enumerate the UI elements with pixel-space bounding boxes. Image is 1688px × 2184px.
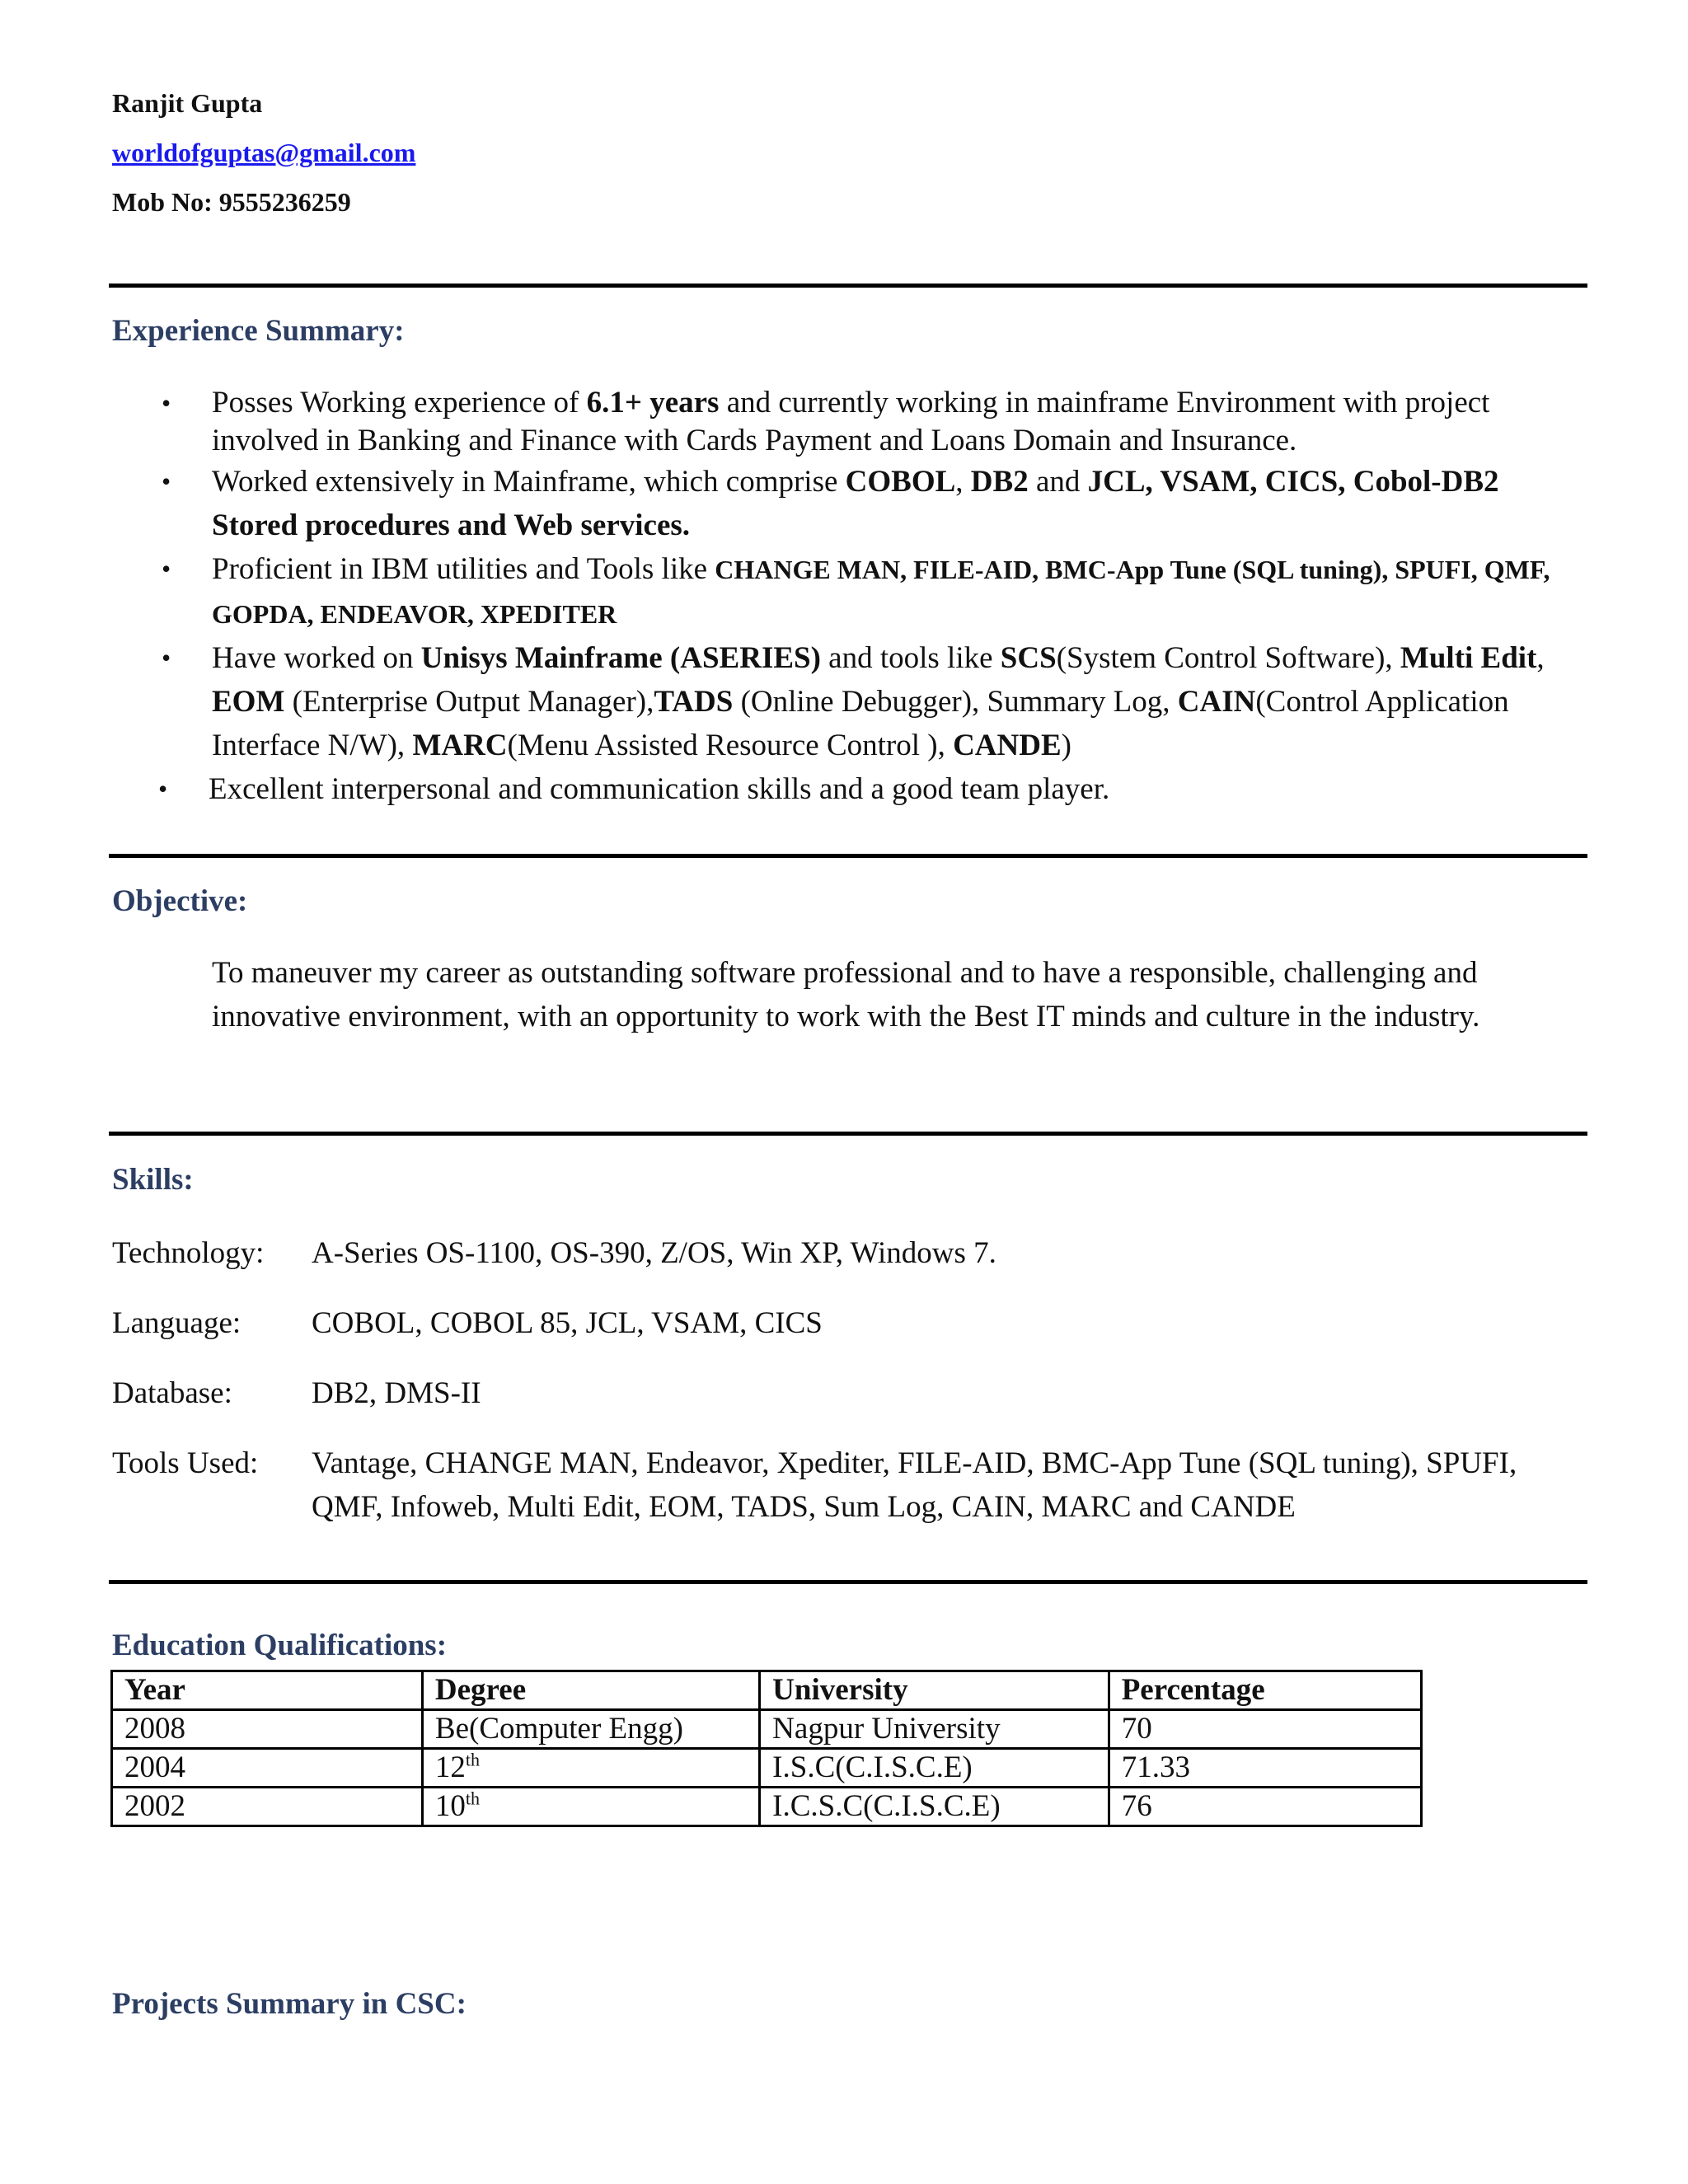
bullet-icon: • — [162, 388, 171, 418]
cell-year: 2002 — [112, 1788, 423, 1826]
cell-university: I.S.C(C.I.S.C.E) — [760, 1749, 1109, 1788]
bullet-icon: • — [162, 466, 171, 496]
skill-label: Database: — [112, 1376, 232, 1410]
cell-year: 2004 — [112, 1749, 423, 1788]
candidate-name: Ranjit Gupta — [112, 88, 263, 118]
column-header-university: University — [760, 1671, 1109, 1710]
skill-row-technology — [112, 1231, 1587, 1275]
table-header-row — [112, 1671, 1422, 1710]
section-divider — [109, 284, 1587, 288]
list-item: • Have worked on Unisys Mainframe (ASERIES) and tools like SCS(System Control Software), Multi Edit, EOM (Enterprise Output Manager),TADS (Online Debugger), Summary Log, CAIN(Control Application Interface N/W), MARC(Menu Assisted Resource Control ), CANDE) — [112, 636, 1587, 767]
bullet-icon: • — [162, 643, 171, 673]
projects-summary-heading: Projects Summary in CSC: — [112, 1987, 467, 2021]
cell-university: I.C.S.C(C.I.S.C.E) — [760, 1788, 1109, 1826]
list-item: • Excellent interpersonal and communication skills and a good team player. — [112, 767, 1587, 811]
skill-row-database — [112, 1371, 1587, 1415]
column-header-percentage: Percentage — [1109, 1671, 1421, 1710]
bullet-icon: • — [158, 774, 168, 804]
cell-university: Nagpur University — [760, 1710, 1109, 1749]
skill-label: Language: — [112, 1306, 241, 1340]
cell-degree: 12th — [422, 1749, 759, 1788]
section-divider — [109, 1132, 1587, 1136]
section-divider — [109, 854, 1587, 858]
skill-label: Technology: — [112, 1236, 265, 1270]
table-row — [112, 1749, 1422, 1788]
education-table — [110, 1670, 1423, 1827]
education-heading: Education Qualifications: — [112, 1629, 448, 1662]
phone-number: Mob No: 9555236259 — [112, 187, 351, 217]
skill-value: DB2, DMS-II — [312, 1376, 481, 1410]
column-header-degree: Degree — [422, 1671, 759, 1710]
skills-list — [112, 1231, 1587, 1555]
skill-value: Vantage, CHANGE MAN, Endeavor, Xpediter, FILE-AID, BMC-App Tune (SQL tuning), SPUFI, QMF, Infoweb, Multi Edit, EOM, TADS, Sum Log, CAIN, MARC and CANDE — [312, 1446, 1517, 1524]
column-header-year: Year — [112, 1671, 423, 1710]
experience-bullet-list — [112, 384, 1587, 811]
list-item: • Worked extensively in Mainframe, which comprise COBOL, DB2 and JCL, VSAM, CICS, Cobol-DB2 Stored procedures and Web services. — [112, 460, 1587, 547]
contact-block — [112, 82, 415, 231]
skills-heading: Skills: — [112, 1163, 194, 1197]
section-divider — [109, 1580, 1587, 1584]
table-row — [112, 1710, 1422, 1749]
email-link[interactable]: worldofguptas@gmail.com — [112, 138, 416, 167]
skill-label: Tools Used: — [112, 1446, 259, 1480]
cell-percentage: 70 — [1109, 1710, 1421, 1749]
skill-row-tools — [112, 1441, 1587, 1529]
skill-value: COBOL, COBOL 85, JCL, VSAM, CICS — [312, 1306, 823, 1340]
list-item: • Posses Working experience of 6.1+ years and currently working in mainframe Environment with project involved in Banking and Finance with Cards Payment and Loans Domain and Insurance. — [162, 386, 1490, 457]
skill-value: A-Series OS-1100, OS-390, Z/OS, Win XP, Windows 7. — [312, 1236, 996, 1270]
list-item: • Proficient in IBM utilities and Tools like CHANGE MAN, FILE-AID, BMC-App Tune (SQL tuning), SPUFI, QMF, GOPDA, ENDEAVOR, XPEDITER — [112, 547, 1587, 636]
bullet-icon: • — [162, 554, 171, 583]
table-row — [112, 1788, 1422, 1826]
objective-text: To maneuver my career as outstanding software professional and to have a responsible, challenging and innovative environment, with an opportunity to work with the Best IT minds and culture in the industry. — [212, 956, 1480, 1033]
cell-degree: 10th — [422, 1788, 759, 1826]
cell-percentage: 76 — [1109, 1788, 1421, 1826]
experience-summary-heading: Experience Summary: — [112, 314, 405, 348]
skill-row-language — [112, 1301, 1587, 1345]
cell-percentage: 71.33 — [1109, 1749, 1421, 1788]
objective-heading: Objective: — [112, 884, 248, 918]
cell-degree: Be(Computer Engg) — [422, 1710, 759, 1749]
cell-year: 2008 — [112, 1710, 423, 1749]
